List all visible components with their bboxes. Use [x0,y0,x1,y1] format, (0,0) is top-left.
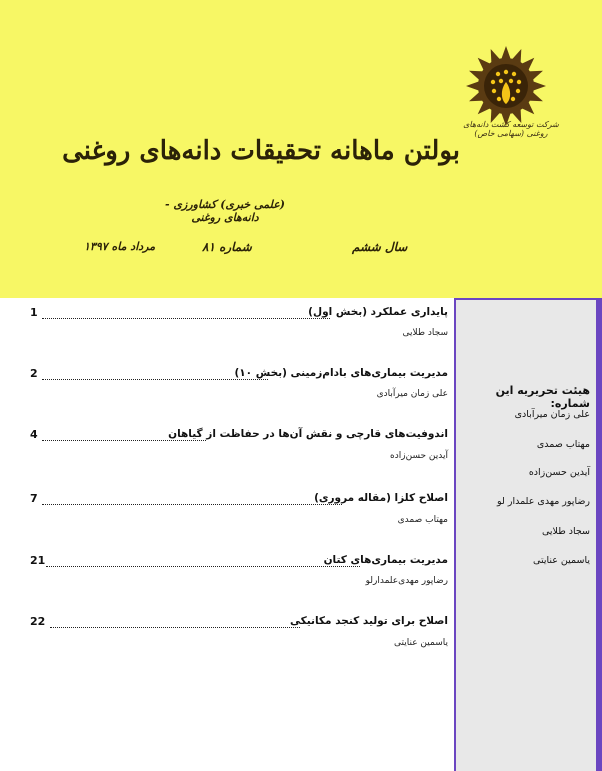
editorial-board-member: مهتاب صمدی [536,439,590,450]
panel-side-strip [596,298,602,771]
cover-header [0,0,602,298]
toc-item-title[interactable]: اصلاح کلزا (مقاله مروری) [314,492,448,504]
toc-item-title[interactable]: مدیریت بیماری‌های کتان [323,554,448,566]
toc-author: علی زمان میرآبادی [376,389,448,399]
toc-item-title[interactable]: اندوفیت‌های قارچی و نقش آن‌ها در حفاظت از گیاهان [168,428,448,440]
editorial-board-member: سجاد طلایی [541,526,590,537]
toc-page-number: 22 [30,615,46,628]
toc-author: یاسمین عنایتی [394,638,448,648]
editorial-board-title: هیئت تحریریه این شماره: [495,384,590,410]
editorial-board-member: آیدین حسن‌زاده [528,467,590,478]
toc-item-title[interactable]: مدیریت بیماری‌های بادام‌زمینی (بخش ۱۰) [234,367,448,379]
toc-page-number: 1 [30,306,38,319]
issue-number: شماره ۸۱ [202,240,252,254]
bulletin-title: بولتن ماهانه تحقیقات دانه‌های روغنی [62,136,460,166]
toc-leader-dots [42,318,330,319]
toc-author: مهتاب صمدی [397,515,448,525]
toc-author: آیدین حسن‌زاده [390,451,448,461]
toc-item-title[interactable]: اصلاح برای تولید کنجد مکانیکی [290,615,448,627]
toc-page-number: 7 [30,492,38,505]
editorial-board-member: رضاپور مهدی علمدار لو [497,496,590,507]
toc-page-number: 4 [30,428,38,441]
toc-page-number: 2 [30,367,38,380]
bulletin-subtitle: (علمی خبری) کشاورزی - دانه‌های روغنی [165,198,285,224]
toc-item-title[interactable]: پایداری عملکرد (بخش اول) [308,306,448,318]
toc-page-number: 21 [30,554,46,567]
volume-year: سال ششم [352,240,408,254]
editorial-board-member: یاسمین عنایتی [533,555,590,566]
toc-leader-dots [42,504,342,505]
toc-leader-dots [50,627,300,628]
toc-leader-dots [46,566,360,567]
company-name: شرکت توسعه کشت دانه‌های روغنی (سهامی خاص) [463,120,559,138]
toc-leader-dots [42,379,268,380]
panel-top-border [454,298,602,300]
issue-date: مرداد ماه ۱۳۹۷ [84,240,156,253]
toc-author: رضاپور مهدی‌علمدارلو [365,576,448,586]
editorial-board-member: علی زمان میرآبادی [514,409,590,420]
toc-author: سجاد طلایی [402,328,448,338]
toc-leader-dots [42,440,206,441]
